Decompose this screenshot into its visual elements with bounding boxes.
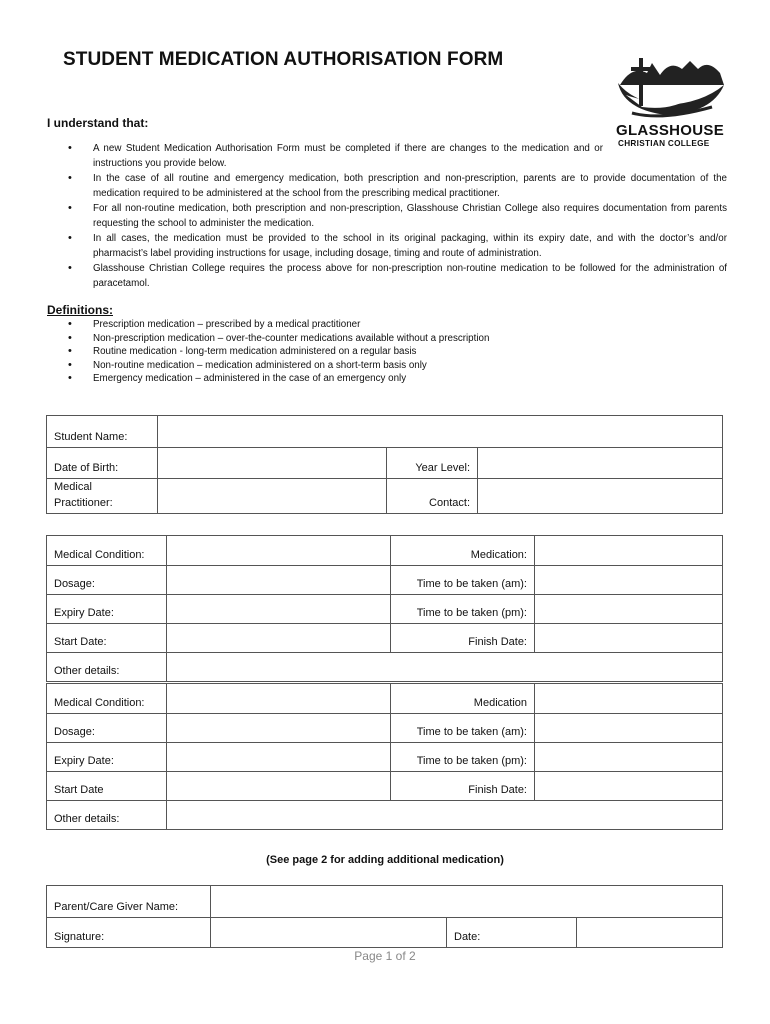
signature-field[interactable]: [211, 918, 447, 948]
practitioner-label-line1: Medical: [54, 481, 92, 493]
dosage-label: Dosage:: [47, 566, 167, 595]
college-name: GLASSHOUSE: [616, 122, 725, 139]
understand-heading: I understand that:: [47, 116, 149, 130]
practitioner-label: [47, 479, 158, 514]
page-number: Page 1 of 2: [354, 949, 416, 963]
list-item: • A new Student Medication Authorisation Form must be completed if there are changes to the medication and or instructions you provide below.: [47, 141, 603, 171]
time-am-label: Time to be taken (am):: [391, 714, 535, 743]
other-details-field[interactable]: [167, 653, 723, 682]
student-details-table: [46, 415, 723, 514]
dosage-field[interactable]: [167, 714, 391, 743]
expiry-date-field[interactable]: [167, 743, 391, 772]
start-date-field[interactable]: [167, 772, 391, 801]
finish-date-label: Finish Date:: [391, 772, 535, 801]
date-field[interactable]: [577, 918, 723, 948]
list-item: • In all cases, the medication must be provided to the school in its original packaging, within its expiry date, and with the doctor’s and/or pharmacist’s label providing instructions for usage, including dosage, timing and route of administration.: [47, 231, 727, 261]
finish-date-label: Finish Date:: [391, 624, 535, 653]
parent-name-field[interactable]: [211, 886, 723, 918]
practitioner-field[interactable]: [158, 479, 387, 514]
expiry-date-label: Expiry Date:: [47, 743, 167, 772]
dosage-field[interactable]: [167, 566, 391, 595]
other-details-field[interactable]: [167, 801, 723, 830]
signature-label: Signature:: [47, 918, 211, 948]
list-item: • Non-prescription medication – over-the-counter medications available without a prescription: [47, 332, 489, 346]
form-title: STUDENT MEDICATION AUTHORISATION FORM: [63, 49, 504, 70]
finish-date-field[interactable]: [535, 624, 723, 653]
expiry-date-field[interactable]: [167, 595, 391, 624]
list-item: • Routine medication - long-term medication administered on a regular basis: [47, 345, 489, 359]
other-details-label: Other details:: [47, 801, 167, 830]
dob-label: Date of Birth:: [47, 448, 158, 479]
student-name-field[interactable]: [158, 416, 723, 448]
year-level-label: Year Level:: [387, 448, 478, 479]
time-pm-field[interactable]: [535, 595, 723, 624]
parent-name-label: Parent/Care Giver Name:: [47, 886, 211, 918]
definitions-list: [47, 318, 489, 386]
year-level-field[interactable]: [478, 448, 723, 479]
medical-condition-label: Medical Condition:: [47, 536, 167, 566]
time-pm-label: Time to be taken (pm):: [391, 743, 535, 772]
expiry-date-label: Expiry Date:: [47, 595, 167, 624]
additional-medication-note: (See page 2 for adding additional medication): [266, 854, 504, 866]
definitions-heading: Definitions:: [47, 303, 113, 317]
date-label: Date:: [447, 918, 577, 948]
other-details-label: Other details:: [47, 653, 167, 682]
medication-table-1: [46, 535, 723, 682]
start-date-label: Start Date: [47, 772, 167, 801]
time-pm-field[interactable]: [535, 743, 723, 772]
time-am-field[interactable]: [535, 714, 723, 743]
list-item: • Prescription medication – prescribed by a medical practitioner: [47, 318, 489, 332]
list-item: • In the case of all routine and emergency medication, both prescription and non-prescription, parents are to provide documentation of the medication required to be administered at the school from the prescribing medical practitioner.: [47, 171, 727, 201]
medical-condition-label: Medical Condition:: [47, 684, 167, 714]
college-subtitle: CHRISTIAN COLLEGE: [618, 139, 710, 148]
contact-label: Contact:: [387, 479, 478, 514]
time-am-label: Time to be taken (am):: [391, 566, 535, 595]
medication-field[interactable]: [535, 536, 723, 566]
list-item: • Emergency medication – administered in the case of an emergency only: [47, 372, 489, 386]
understand-list: [47, 141, 727, 291]
practitioner-label-line2: Practitioner:: [54, 497, 113, 509]
start-date-label: Start Date:: [47, 624, 167, 653]
contact-field[interactable]: [478, 479, 723, 514]
parent-table: [46, 885, 723, 948]
start-date-field[interactable]: [167, 624, 391, 653]
student-name-label: Student Name:: [47, 416, 158, 448]
finish-date-field[interactable]: [535, 772, 723, 801]
medication-field[interactable]: [535, 684, 723, 714]
time-pm-label: Time to be taken (pm):: [391, 595, 535, 624]
medical-condition-field[interactable]: [167, 684, 391, 714]
dob-field[interactable]: [158, 448, 387, 479]
list-item: • Non-routine medication – medication administered on a short-term basis only: [47, 359, 489, 373]
medication-label: Medication:: [391, 536, 535, 566]
medical-condition-field[interactable]: [167, 536, 391, 566]
medication-table-2: [46, 683, 723, 830]
list-item: • Glasshouse Christian College requires the process above for non-prescription non-routine medication to be followed for the administration of paracetamol.: [47, 261, 727, 291]
dosage-label: Dosage:: [47, 714, 167, 743]
medication-label: Medication: [391, 684, 535, 714]
list-item: • For all non-routine medication, both prescription and non-prescription, Glasshouse Christian College also requires documentation from parents requesting the school to administer the medication.: [47, 201, 727, 231]
time-am-field[interactable]: [535, 566, 723, 595]
